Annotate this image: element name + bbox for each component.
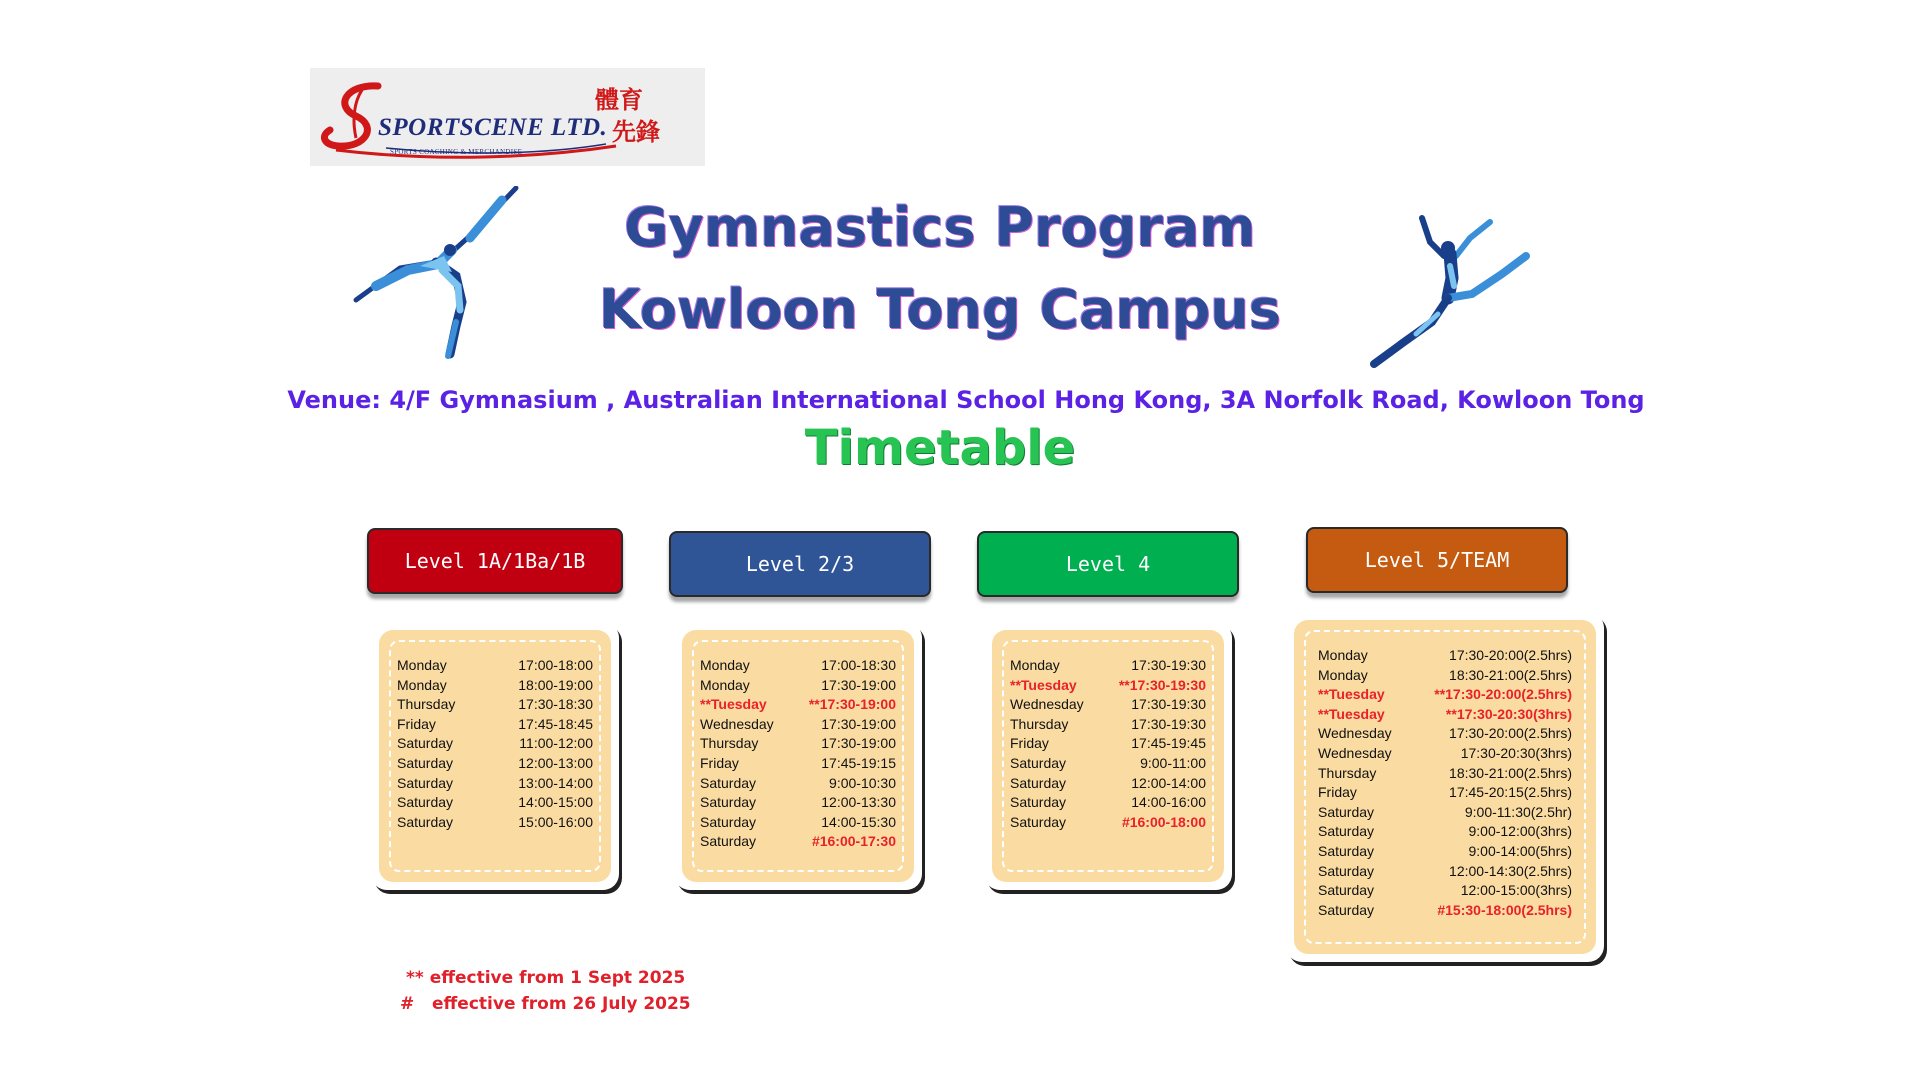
schedule-day: Saturday: [700, 833, 757, 850]
schedule-day: Saturday: [1318, 901, 1375, 918]
schedule-day: **Tuesday: [700, 696, 767, 713]
schedule-day: Friday: [397, 715, 436, 732]
schedule-day: Saturday: [700, 774, 757, 791]
logo-chinese-bottom: 先鋒: [612, 117, 660, 146]
schedule-day: Saturday: [1010, 754, 1067, 771]
schedule-time: 12:00-14:00: [1131, 774, 1206, 791]
level-5-team-button[interactable]: [1306, 527, 1568, 593]
schedule-time: **17:30-19:30: [1118, 676, 1206, 693]
schedule-row: [397, 695, 593, 715]
schedule-day: Saturday: [1318, 823, 1375, 840]
schedule-day: Friday: [1318, 784, 1357, 801]
schedule-time: 18:30-21:00(2.5hrs): [1449, 764, 1572, 781]
schedule-day: Friday: [700, 754, 739, 771]
schedule-time: 13:00-14:00: [518, 774, 593, 791]
schedule-time: 17:45-20:15(2.5hrs): [1449, 784, 1572, 801]
schedule-time: #16:00-18:00: [1121, 813, 1206, 830]
schedule-day: **Tuesday: [1010, 676, 1077, 693]
schedule-time: 17:30-19:00: [821, 676, 896, 693]
schedule-row: [1010, 734, 1206, 754]
level-2-3-schedule-card: [674, 622, 922, 890]
schedule-row: [1318, 724, 1572, 744]
schedule-day: Saturday: [1318, 842, 1375, 859]
schedule-day: Monday: [397, 676, 447, 693]
timetable-heading: Timetable: [804, 420, 1076, 476]
schedule-time: 14:00-15:00: [518, 794, 593, 811]
schedule-time: 14:00-16:00: [1131, 794, 1206, 811]
schedule-time: 12:00-15:00(3hrs): [1460, 882, 1572, 899]
level-2-3-label: Level 2/3: [745, 552, 855, 576]
level-4-label: Level 4: [1065, 552, 1151, 576]
schedule-day: Wednesday: [700, 715, 774, 732]
schedule-day: Saturday: [397, 794, 454, 811]
level-4-schedule: [1010, 656, 1206, 832]
schedule-time: 9:00-12:00(3hrs): [1468, 823, 1572, 840]
schedule-row: [397, 793, 593, 813]
schedule-row: [397, 656, 593, 676]
schedule-row: [700, 813, 896, 833]
schedule-day: Wednesday: [1010, 696, 1084, 713]
schedule-row: [700, 832, 896, 852]
schedule-day: Thursday: [700, 735, 759, 752]
note-sept-2025: ** effective from 1 Sept 2025: [406, 968, 686, 988]
note-july-2025: # effective from 26 July 2025: [400, 994, 691, 1014]
schedule-day: Monday: [397, 657, 447, 673]
level-2-3-schedule: [700, 656, 896, 852]
schedule-row: [1318, 881, 1572, 901]
schedule-day: **Tuesday: [1318, 686, 1385, 703]
schedule-time: 17:30-20:30(3hrs): [1460, 744, 1572, 761]
schedule-time: 12:00-13:30: [821, 794, 896, 811]
schedule-time: 18:30-21:00(2.5hrs): [1449, 666, 1572, 683]
schedule-time: 17:30-19:30: [1131, 715, 1206, 732]
schedule-row: [1318, 666, 1572, 686]
schedule-time: 17:30-18:30: [518, 696, 593, 713]
schedule-row: [700, 676, 896, 696]
schedule-row: [397, 754, 593, 774]
schedule-time: **17:30-19:00: [808, 696, 896, 713]
level-5-team-schedule: [1318, 646, 1572, 920]
schedule-time: **17:30-20:00(2.5hrs): [1434, 686, 1572, 703]
schedule-row: [1010, 813, 1206, 833]
schedule-day: Wednesday: [1318, 725, 1392, 742]
schedule-time: 17:30-19:30: [1131, 657, 1206, 673]
schedule-row: [1318, 764, 1572, 784]
schedule-row: [700, 715, 896, 735]
level-1-button[interactable]: [367, 528, 623, 594]
schedule-row: [1010, 793, 1206, 813]
schedule-row: [1010, 754, 1206, 774]
venue-text: Venue: 4/F Gymnasium , Australian International School Hong Kong, 3A Norfolk Road, Kowloon Tong: [287, 386, 1645, 414]
level-1-label: Level 1A/1Ba/1B: [404, 549, 586, 573]
schedule-row: [1010, 715, 1206, 735]
schedule-row: [397, 774, 593, 794]
schedule-row: [700, 754, 896, 774]
level-4-schedule-card: [984, 622, 1232, 890]
schedule-day: Thursday: [1318, 764, 1377, 781]
schedule-row: [1010, 774, 1206, 794]
level-5-team-label: Level 5/TEAM: [1364, 548, 1510, 572]
level-4-button[interactable]: [977, 531, 1239, 597]
schedule-time: 14:00-15:30: [821, 813, 896, 830]
logo-brand-text: SPORTSCENE LTD.: [378, 114, 608, 141]
schedule-day: Saturday: [397, 754, 454, 771]
sportscene-logo: [310, 68, 705, 166]
schedule-row: [1318, 901, 1572, 921]
schedule-day: Saturday: [700, 813, 757, 830]
schedule-row: [700, 656, 896, 676]
schedule-time: 17:45-19:45: [1131, 735, 1206, 752]
schedule-time: 9:00-11:30(2.5hr): [1464, 803, 1572, 820]
schedule-day: Thursday: [1010, 715, 1069, 732]
schedule-day: Saturday: [1318, 862, 1375, 879]
schedule-row: [700, 774, 896, 794]
level-1-schedule-card: [371, 622, 619, 890]
schedule-row: [700, 734, 896, 754]
schedule-time: 12:00-14:30(2.5hrs): [1449, 862, 1572, 879]
schedule-day: Friday: [1010, 735, 1049, 752]
schedule-row: [1318, 783, 1572, 803]
schedule-row: [1318, 744, 1572, 764]
schedule-day: Saturday: [1318, 803, 1375, 820]
schedule-day: Monday: [1010, 657, 1060, 673]
schedule-day: Saturday: [1010, 774, 1067, 791]
schedule-row: [1010, 695, 1206, 715]
page-title-campus: Kowloon Tong Campus: [598, 278, 1282, 341]
schedule-time: 17:00-18:30: [821, 657, 896, 673]
logo-tagline: SPORTS COACHING & MERCHANDISE: [390, 148, 523, 156]
schedule-time: 15:00-16:00: [518, 813, 593, 830]
logo-chinese-top: 體育: [595, 85, 643, 114]
schedule-row: [1318, 842, 1572, 862]
schedule-day: Monday: [700, 657, 750, 673]
schedule-time: 17:45-19:15: [821, 754, 896, 771]
schedule-row: [1318, 685, 1572, 705]
schedule-day: Thursday: [397, 696, 456, 713]
schedule-time: #15:30-18:00(2.5hrs): [1437, 901, 1572, 918]
schedule-day: Monday: [1318, 666, 1368, 683]
schedule-row: [700, 695, 896, 715]
schedule-row: [1318, 646, 1572, 666]
level-1-schedule: [397, 656, 593, 832]
schedule-day: Saturday: [1318, 882, 1375, 899]
schedule-time: 9:00-14:00(5hrs): [1468, 842, 1572, 859]
schedule-time: 17:30-19:00: [821, 735, 896, 752]
schedule-time: 9:00-11:00: [1140, 754, 1206, 771]
schedule-row: [397, 676, 593, 696]
schedule-time: 9:00-10:30: [829, 774, 896, 791]
schedule-day: Wednesday: [1318, 744, 1392, 761]
schedule-time: 18:00-19:00: [518, 676, 593, 693]
schedule-time: 17:30-20:00(2.5hrs): [1449, 725, 1572, 742]
schedule-time: 17:30-19:00: [821, 715, 896, 732]
schedule-time: 17:30-19:30: [1131, 696, 1206, 713]
schedule-day: Saturday: [1010, 813, 1067, 830]
schedule-day: Monday: [1318, 647, 1368, 663]
schedule-row: [397, 734, 593, 754]
schedule-row: [1010, 656, 1206, 676]
schedule-time: 12:00-13:00: [518, 754, 593, 771]
schedule-day: Saturday: [1010, 794, 1067, 811]
schedule-time: #16:00-17:30: [811, 833, 896, 850]
level-5-team-schedule-card: [1286, 612, 1604, 962]
schedule-day: Saturday: [397, 774, 454, 791]
schedule-time: 17:00-18:00: [518, 657, 593, 673]
schedule-row: [1318, 705, 1572, 725]
schedule-time: 17:45-18:45: [518, 715, 593, 732]
schedule-time: **17:30-20:30(3hrs): [1445, 705, 1572, 722]
schedule-day: **Tuesday: [1318, 705, 1385, 722]
schedule-row: [397, 715, 593, 735]
level-2-3-button[interactable]: [669, 531, 931, 597]
page-title-program: Gymnastics Program: [624, 196, 1256, 259]
schedule-day: Saturday: [397, 735, 454, 752]
schedule-day: Saturday: [700, 794, 757, 811]
schedule-day: Saturday: [397, 813, 454, 830]
schedule-row: [700, 793, 896, 813]
schedule-row: [397, 813, 593, 833]
schedule-day: Monday: [700, 676, 750, 693]
schedule-row: [1318, 862, 1572, 882]
schedule-row: [1318, 803, 1572, 823]
schedule-row: [1318, 822, 1572, 842]
schedule-row: [1010, 676, 1206, 696]
schedule-time: 17:30-20:00(2.5hrs): [1449, 647, 1572, 663]
schedule-time: 11:00-12:00: [519, 735, 593, 752]
